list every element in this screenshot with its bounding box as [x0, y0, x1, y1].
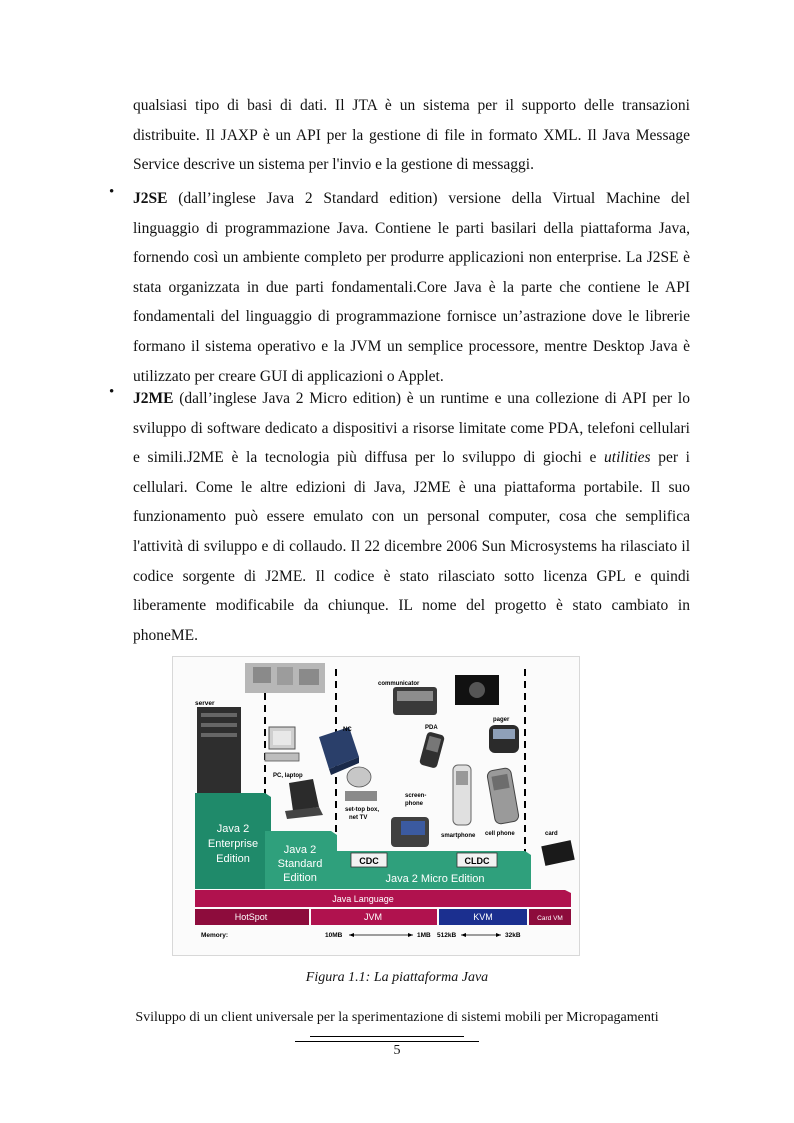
label-enterprise-2: Enterprise — [207, 838, 259, 850]
card-icon — [541, 840, 575, 866]
label-standard-1: Java 2 — [283, 844, 317, 856]
java-platform-figure — [172, 656, 580, 956]
label-standard-2: Standard — [277, 858, 323, 870]
bullet-j2se — [133, 184, 690, 391]
pda-photo-icon — [455, 675, 499, 705]
java-platform-diagram — [173, 657, 579, 955]
arrow-head — [461, 933, 466, 937]
emphasis-utilities: utilities — [604, 449, 651, 467]
label-1mb: 1MB — [417, 932, 431, 939]
label-cldc: CLDC — [464, 856, 490, 866]
cellphone-icon — [486, 767, 519, 824]
footer-rule — [310, 1036, 464, 1037]
label-java-language: Java Language — [332, 894, 394, 904]
label-pc: PC, laptop — [273, 773, 303, 779]
label-standard-3: Edition — [283, 872, 317, 884]
bullet-j2me-text-a: (dall’inglese Java 2 Micro edition) è un runtime e una collezione di API per lo sviluppo di software dedicato a dispositivi a risorse limitate come PDA, telefoni cellulari e simili.J2ME è la tecnologia più diffusa per lo sviluppo di giochi e — [133, 390, 690, 467]
label-card-vm: Card VM — [537, 915, 563, 922]
pda-icon — [419, 731, 445, 769]
footer-title: Sviluppo di un client universale per la sperimentazione di sistemi mobili per Micropagamenti — [135, 1010, 659, 1025]
arrow-head — [349, 933, 354, 937]
label-screenphone-2: phone — [405, 801, 423, 807]
workstations-icon — [245, 663, 325, 693]
nc-icon — [319, 727, 359, 775]
term-j2se: J2SE — [133, 190, 168, 207]
label-memory: Memory: — [201, 932, 229, 939]
label-cellphone: cell phone — [485, 831, 515, 837]
figure-caption: Figura 1.1: La piattaforma Java — [305, 970, 489, 985]
server-icon — [197, 707, 241, 795]
bullet-j2me — [133, 384, 690, 650]
label-512kb: 512kB — [437, 932, 457, 939]
bullet-j2me-text-b: per i cellulari. Come le altre edizioni di Java, J2ME è una piattaforma portabile. Il suo funzionamento può essere emulato con un personal computer, cosa che semplifica l'attività di sviluppo e di collaudo. Il 22 dicembre 2006 Sun Microsystems ha rilasciato il codice sorgente di J2ME. Il codice è stato rilasciato sotto licenza GPL e quindi liberamente modificabile da chiunque. IL nome del progetto è stato cambiato in phoneME. — [133, 449, 690, 644]
bullet-marker: • — [109, 184, 115, 200]
label-10mb: 10MB — [325, 932, 343, 939]
smartphone-icon — [453, 765, 471, 825]
label-jvm: JVM — [364, 912, 382, 922]
paragraph-continuation: qualsiasi tipo di basi di dati. Il JTA è un sistema per il supporto delle transazioni distribuite. Il JAXP è un API per la gestione di file in formato XML. Il Java Message Service descrive un sistema per l'invio e la gestione di messaggi. — [133, 97, 690, 174]
label-micro: Java 2 Micro Edition — [385, 873, 485, 885]
label-hotspot: HotSpot — [234, 912, 268, 922]
laptop-icon — [285, 779, 323, 819]
screenphone-icon — [391, 817, 429, 847]
settop-icon — [345, 767, 377, 801]
bullet-marker: • — [109, 384, 115, 400]
label-card: card — [545, 831, 558, 837]
label-nc: NC — [343, 727, 352, 733]
arrow-head — [408, 933, 413, 937]
label-settop: set-top box, — [345, 807, 379, 813]
label-32kb: 32kB — [505, 932, 521, 939]
communicator-icon — [393, 687, 437, 715]
label-pager: pager — [493, 717, 510, 723]
footer-rule — [295, 1041, 479, 1042]
label-settop-2: net TV — [349, 815, 368, 821]
label-screenphone: screen- — [405, 793, 427, 799]
label-enterprise-3: Edition — [216, 853, 250, 865]
pc-icon — [265, 727, 299, 761]
label-smartphone: smartphone — [441, 833, 476, 839]
arrow-head — [496, 933, 501, 937]
page-number: 5 — [393, 1043, 401, 1058]
bullet-j2se-text: (dall’inglese Java 2 Standard edition) versione della Virtual Machine del linguaggio di programmazione Java. Contiene le parti basilari della piattaforma Java, fornendo così un ambiente completo per produrre applicazioni non enterprise. La J2SE è stata organizzata in due parti fondamentali.Core Java è la parte che contiene le API fondamentali del linguaggio di programmazione fornisce un’astrazione dove le librerie formano il sistema operativo e la JVM un semplice processore, mentre Desktop Java è utilizzato per creare GUI di applicazioni o Applet. — [133, 190, 690, 385]
label-kvm: KVM — [473, 912, 493, 922]
term-j2me: J2ME — [133, 390, 174, 407]
label-enterprise-1: Java 2 — [216, 823, 250, 835]
label-server: server — [195, 700, 215, 707]
label-communicator: communicator — [378, 681, 420, 687]
pager-icon — [489, 725, 519, 753]
label-cdc: CDC — [359, 856, 379, 866]
label-pda: PDA — [425, 725, 438, 731]
